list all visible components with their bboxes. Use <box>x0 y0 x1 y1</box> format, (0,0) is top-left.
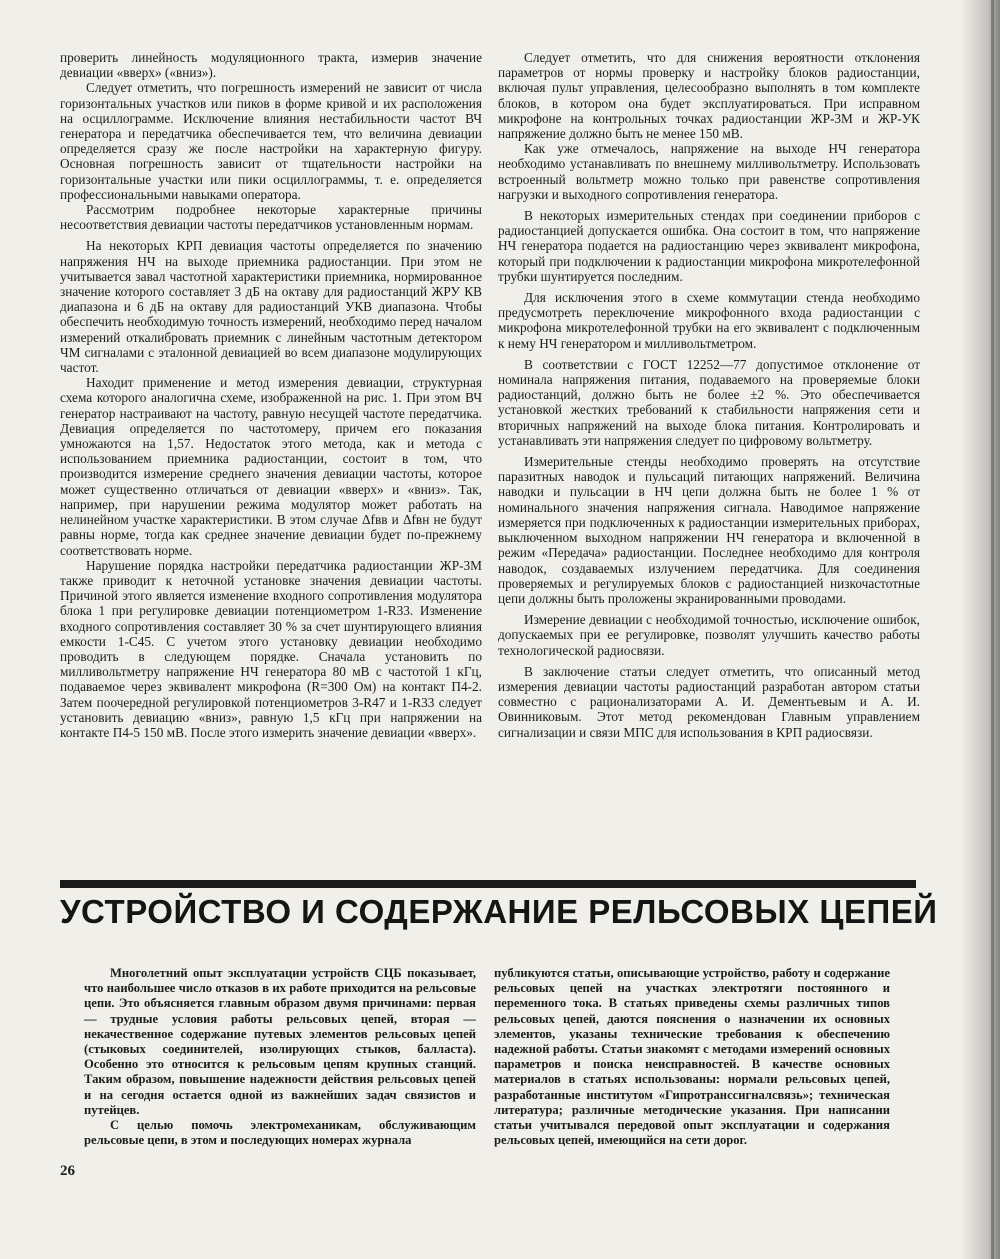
intro-left-column <box>84 966 476 1148</box>
page-binding-shadow <box>960 0 1000 1259</box>
paragraph: проверить линейность модуляционного тракта, измерив значение девиации «вверх» («вниз»). <box>60 50 482 81</box>
paragraph: Рассмотрим подробнее некоторые характерные причины несоответствия девиации частоты передатчиков установленным нормам. <box>60 202 482 233</box>
page-edge-line <box>991 0 994 1259</box>
section-divider-bar <box>60 880 916 888</box>
paragraph: На некоторых КРП девиация частоты определяется по значению напряжения НЧ на выходе приемника радиостанции. При этом не учитывается завал частотной характеристики приемника, нормированное значение которого составляет 3 дБ на октаву для радиостанций ЖРУ КВ диапазона и 6 дБ на октаву для радиостанций УКВ диапазона. Чтобы обеспечить необходимую точность измерений, необходимо перед началом измерений откалибровать приемник с линейным частотным детектором ЧМ сигналами с эталонной девиацией во всем диапазоне модулирующих частот. <box>60 238 482 376</box>
paragraph: Следует отметить, что для снижения вероятности отклонения параметров от нормы проверку и настройку блоков радиостанции, включая пульт управления, целесообразно выполнять в том комплекте блоков, в котором она будет эксплуатироваться. При исправном микрофоне на контрольных точках радиостанции ЖР-3М и ЖР-УК напряжение должно быть не менее 150 мВ. <box>498 50 920 142</box>
intro-paragraph: публикуются статьи, описывающие устройство, работу и содержание рельсовых цепей на участках электротяги постоянного и переменного тока. В статьях приведены схемы различных типов рельсовых цепей, даются пояснения о назначении их основных элементов, указаны технические требования к обеспечению надежной работы. Статьи знакомят с методами измерений основных параметров и поиска неисправностей. В качестве основных материалов в статьях использованы: нормали рельсовых цепей, разработанные институтом «Гипротранссигналсвязь»; техническая литература; различные методические указания. При написании статьи учитывался передовой опыт эксплуатации и содержания рельсовых цепей, имеющийся на сети дорог. <box>494 966 890 1148</box>
article-right-column <box>498 50 920 740</box>
paragraph: Нарушение порядка настройки передатчика радиостанции ЖР-3М также приводит к неточной установке значения девиации частоты. Причиной этого является изменение входного сопротивления модулятора блока 1 при регулировке девиации потенциометром 1-R33. Изменение входного сопротивления составляет 30 % за счет шунтирующего влияния емкости 1-С45. С учетом этого установку девиации необходимо проводить в следующем порядке. Сначала установить по милливольтметру напряжение НЧ генератора 80 мВ с частотой 1 кГц, подаваемое через эквивалент микрофона (R=300 Ом) на контакт П4-2. Затем поочередной регулировкой потенциометров 3-R47 и 1-R33 следует установить девиацию «вниз», равную 1,5 кГц при напряжении на контакте П4-5 150 мВ. После этого измерить значение девиации «вверх». <box>60 557 482 740</box>
intro-paragraph: С целью помочь электромеханикам, обслуживающим рельсовые цепи, в этом и последующих номерах журнала <box>84 1118 476 1148</box>
paragraph: Как уже отмечалось, напряжение на выходе НЧ генератора необходимо устанавливать по внешнему милливольтметру. Использовать встроенный вольтметр можно только при равенстве сопротивления нагрузки и выходного сопротивления генератора. <box>498 141 920 202</box>
paragraph: Находит применение и метод измерения девиации, структурная схема которого аналогична схеме, изображенной на рис. 1. При этом ВЧ генератор настраивают на частоту, равную несущей частоте передатчика. Девиация определяется по частотомеру, причем его показания умножаются на 1,57. Недостаток этого метода, как и метода с использованием приемника радиостанции, состоит в том, что производится измерение среднего значения девиации частоты, которое может существенно отличаться от девиации «вверх» и «вниз». Так, например, при нарушении режима модулятор может работать на нелинейном участке характеристики. В этом случае Δfвв и Δfвн не будут равны норме, тогда как среднее значение девиации будет по-прежнему соответствовать норме. <box>60 375 482 558</box>
paragraph: Следует отметить, что погрешность измерений не зависит от числа горизонтальных участков или пиков в форме кривой и их расположения на осциллограмме. Исключение влияния нестабильности частот ВЧ генератора и передатчика обеспечивается тем, что величина девиации определяется сразу же после настройки на характерную фигуру. Основная погрешность зависит от тщательности настройки на горизонтальные участки или пики осциллограммы, т. е. определяется профессиональными навыками оператора. <box>60 80 482 202</box>
paragraph: В заключение статьи следует отметить, что описанный метод измерения девиации частоты радиостанций разработан автором статьи совместно с рационализаторами А. И. Дементьевым и А. И. Овинниковым. Этот метод рекомендован Главным управлением сигнализации и связи МПС для использования в КРП радиосвязи. <box>498 663 920 740</box>
section-heading: УСТРОЙСТВО И СОДЕРЖАНИЕ РЕЛЬСОВЫХ ЦЕПЕЙ <box>60 893 938 930</box>
paragraph: В соответствии с ГОСТ 12252—77 допустимое отклонение от номинала напряжения питания, подаваемого на проверяемые блоки радиостанций, должно быть не более ±2 %. Это обеспечивается установкой жестких требований к стабильности напряжения сети и вторичных напряжений на выходе блока питания. Контролировать и устанавливать эти напряжения следует по цифровому вольтметру. <box>498 356 920 448</box>
intro-right-column <box>494 966 890 1148</box>
paragraph: Для исключения этого в схеме коммутации стенда необходимо предусмотреть переключение микрофонного входа радиостанции с микрофона микротелефонной трубки на его эквивалент с подключенным к нему НЧ генератором и милливольтметром. <box>498 290 920 351</box>
paragraph: В некоторых измерительных стендах при соединении приборов с радиостанцией допускается ошибка. Она состоит в том, что напряжение НЧ генератора подается на радиостанцию через эквивалент микрофона, который при подключении к радиостанции микрофона микротелефонной трубки шунтируется последним. <box>498 208 920 284</box>
page-number: 26 <box>60 1163 75 1179</box>
paragraph: Измерение девиации с необходимой точностью, исключение ошибок, допускаемых при ее регулировке, позволят улучшить качество работы технологической радиосвязи. <box>498 612 920 658</box>
intro-paragraph: Многолетний опыт эксплуатации устройств СЦБ показывает, что наибольшее число отказов в их работе приходится на рельсовые цепи. Это объясняется главным образом двумя причинами: первая — трудные условия работы рельсовых цепей, вторая — некачественное содержание путевых элементов рельсовых цепей (стыковых соединителей, изолирующих стыков, балласта). Особенно это относится к рельсовым цепям крупных станций. Таким образом, повышение надежности действия рельсовых цепей и на сегодня остается одной из важнейших задач связистов и путейцев. <box>84 966 476 1117</box>
paragraph: Измерительные стенды необходимо проверять на отсутствие паразитных наводок и пульсаций питающих напряжений. Величина наводки и пульсации в НЧ цепи должна быть не более 1 % от номинального значения напряжения сигнала. Наводимое напряжение измеряется при подключенных к радиостанции измерительных приборах, выключенном выходном напряжении НЧ генератора и включенной в режим «Передача» радиостанции. Последнее необходимо для контроля наводок, создаваемых излучением передатчика. Для соединения проверяемых и регулируемых блоков с радиостанцией низкочастотные цепи должны быть проложены экранированными проводами. <box>498 454 920 606</box>
article-left-column <box>60 50 482 740</box>
